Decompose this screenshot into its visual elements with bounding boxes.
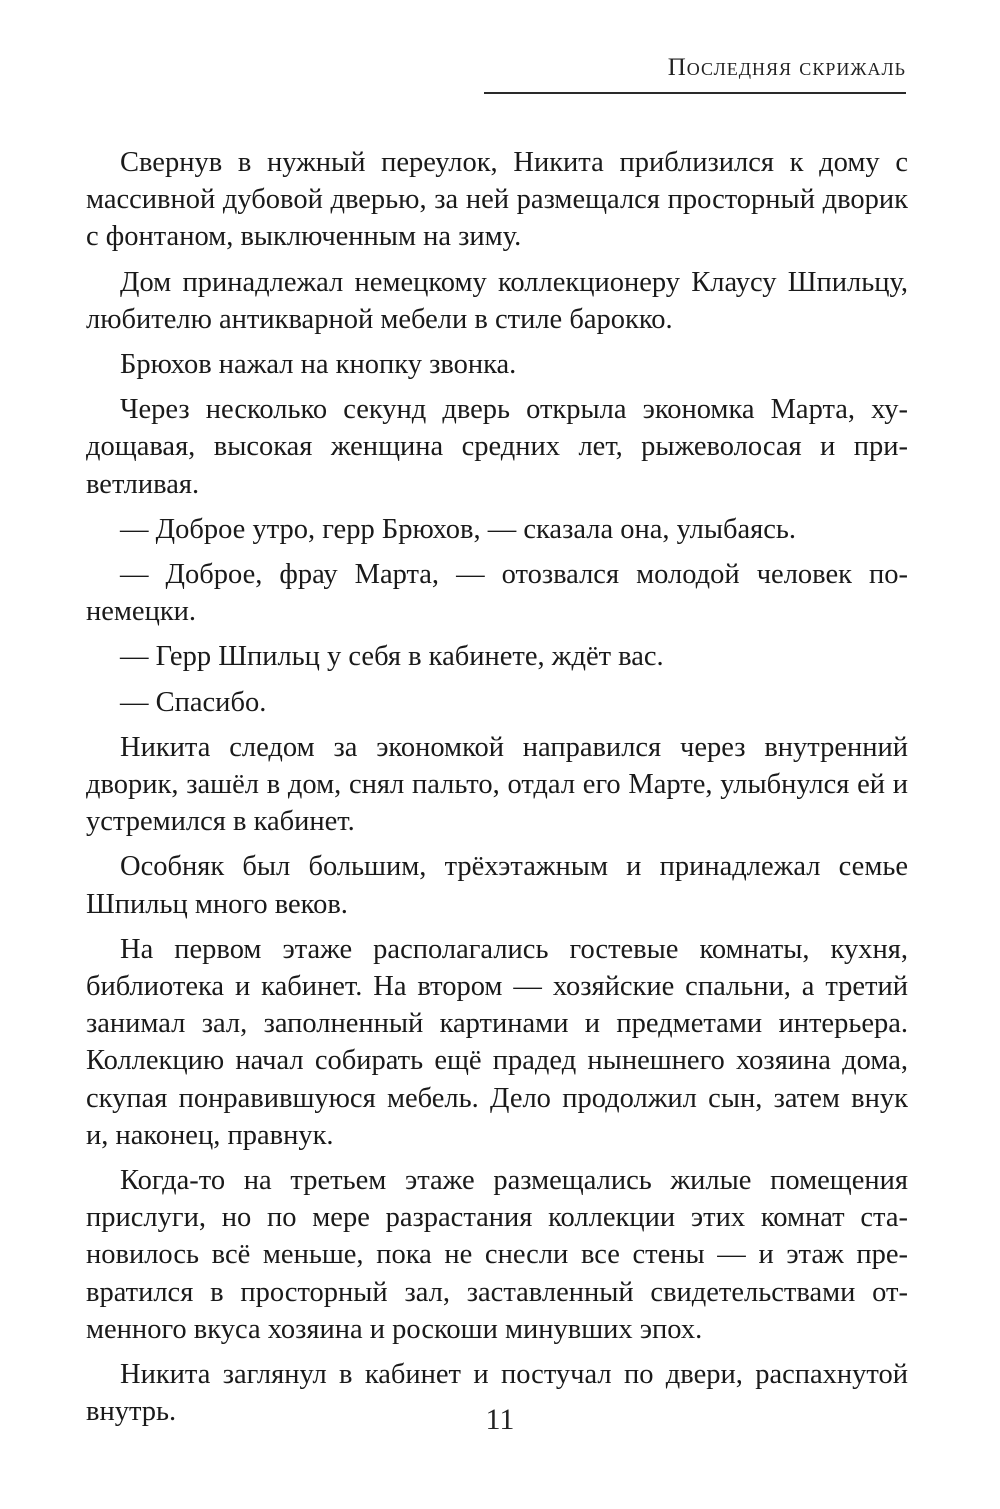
header-rule — [484, 92, 906, 94]
running-header-title: Последняя скрижаль — [667, 54, 906, 81]
dialogue-line: — Герр Шпильц у себя в кабинете, ждёт вас. — [120, 641, 664, 673]
dialogue-line: — Доброе утро, герр Брюхов, — сказала она, улыбаясь. — [120, 513, 797, 545]
paragraph: Никита следом за экономкой направился через внутренний дворик, зашёл в дом, снял пальто, отдал его Марте, улыбнулся ей и устремился в кабинет. — [86, 731, 908, 838]
paragraph: Брюхов нажал на кнопку звонка. — [120, 349, 517, 381]
dialogue-line: — Спасибо. — [120, 686, 267, 718]
paragraph: Особняк был большим, трёхэтажным и принадлежал семье Шпильц много веков. — [86, 851, 908, 920]
paragraph: Свернув в нужный переулок, Никита приблизился к дому с массивной дубовой дверью, за ней размещался просторный дворик с фонтаном, выключенным на зиму. — [86, 147, 908, 253]
body-text — [86, 144, 908, 1431]
paragraph: Через несколько секунд дверь открыла экономка Марта, худощавая, высокая женщина средних лет, рыжеволосая и приветливая. — [86, 394, 908, 500]
page-number: 11 — [485, 1403, 515, 1436]
paragraph: Никита заглянул в кабинет и постучал по двери, распахнутой внутрь. — [86, 1359, 908, 1428]
paragraph: Дом принадлежал немецкому коллекционеру Клаусу Шпильцу, любителю антикварной мебели в стиле барокко. — [86, 266, 908, 335]
paragraph: Когда-то на третьем этаже размещались жилые помещения прислуги, но по мере разрастания коллекции этих комнат становилось всё меньше, пока не снесли все стены — и этаж превратился в просторный зал, заставленный свидетельствами отменного вкуса хозяина и роскоши минувших эпох. — [86, 1165, 908, 1345]
dialogue-line: — Доброе, фрау Марта, — отозвался молодой человек по-немецки. — [86, 559, 908, 628]
paragraph: На первом этаже располагались гостевые комнаты, кухня, библиотека и кабинет. На втором — хозяйские спальни, а третий занимал зал, заполненный картинами и предметами интерьера. Коллекцию начал собирать ещё прадед нынешнего хозяина дома, скупая понравившуюся мебель. Дело продолжил сын, затем внук и, наконец, правнук. — [86, 933, 908, 1151]
